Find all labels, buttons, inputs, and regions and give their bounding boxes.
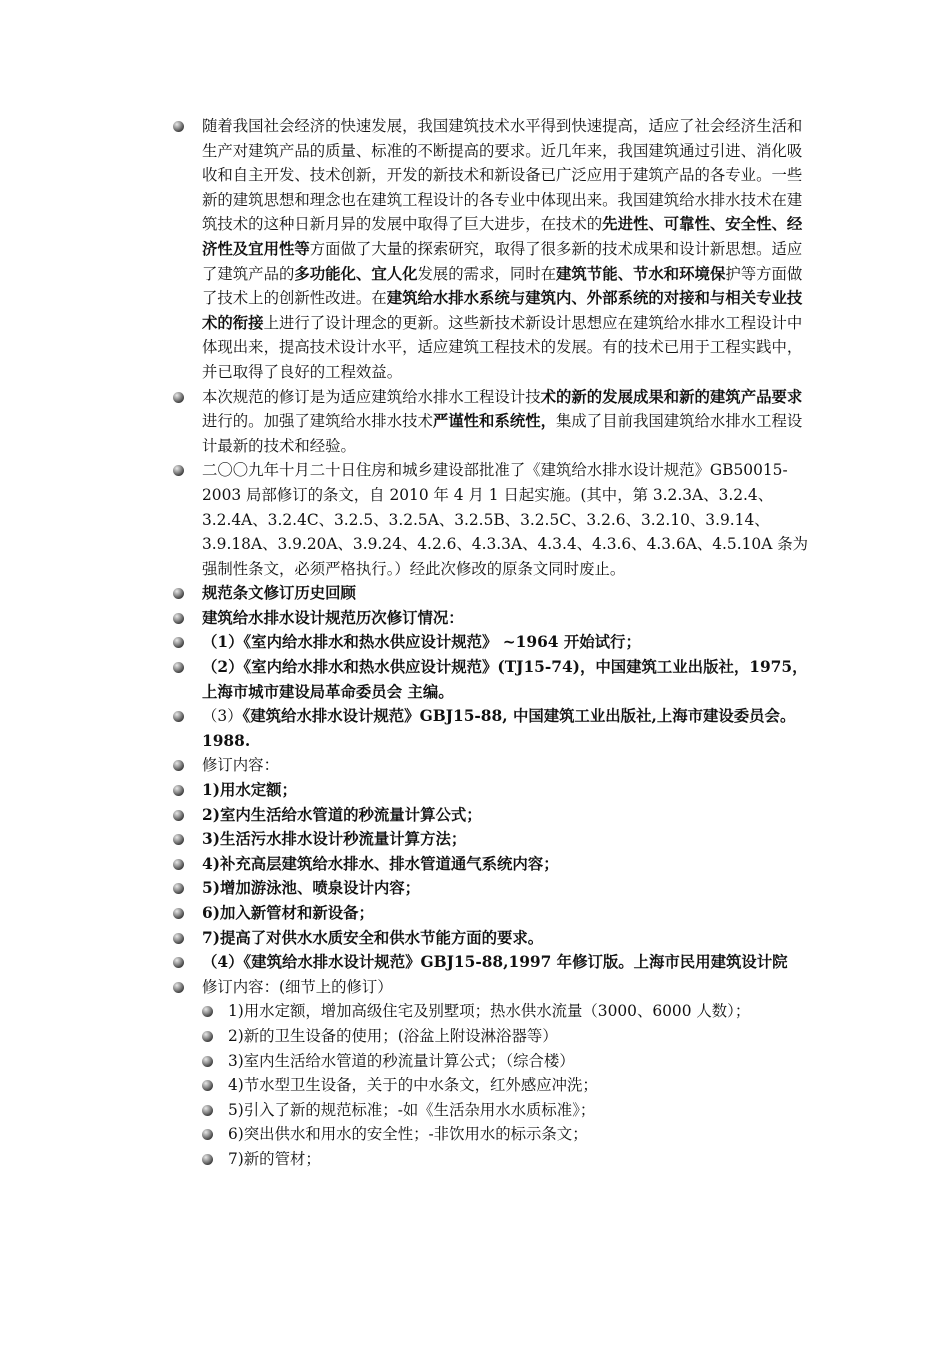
list-item [170, 458, 810, 581]
bullet-icon [173, 883, 184, 894]
list-item [170, 655, 810, 704]
paragraph-text: 集成了目前我国建筑给水排水工程设计最新的技术和经验。 [202, 412, 803, 455]
bullet-icon [173, 810, 184, 821]
list-item [170, 827, 810, 852]
bold-text: 严谨性和系统性， [432, 412, 557, 431]
paragraph-text: 随着我国社会经济的快速发展，我国建筑技术水平得到快速提高，适应了社会经济生活和生产对建筑产品的质量、标准的不断提高的要求。近几年来，我国建筑通过引进、消化吸收和自主开发、技术创新，开发的新技术和新设备已广泛应用于建筑产品的各专业。一些新的建筑思想和理念也在建筑工程设计的各专业中体现出来。我国建筑给水排水技术在建筑技术的这种日新月异的发展中取得了巨大进步，在技术的 [202, 117, 803, 234]
sub-list [200, 999, 810, 1171]
paragraph-text: 修订内容：(细节上的修订） [202, 977, 393, 996]
section-heading: 规范条文修订历史回顾 [202, 584, 356, 603]
paragraph-text: 进行的。加强了建筑给水排水技术 [202, 412, 433, 431]
bullet-icon [173, 785, 184, 796]
sub-item-text: 3)室内生活给水管道的秒流量计算公式；（综合楼） [228, 1051, 575, 1070]
list-item [170, 975, 810, 1000]
bullet-icon [173, 957, 184, 968]
bullet-icon [173, 465, 184, 476]
list-item [170, 630, 810, 655]
list-item [170, 385, 810, 459]
revision-entry: （2）《室内给水排水和热水供应设计规范》(TJ15-74)，中国建筑工业出版社，1975，上海市城市建设局革命委员会 主编。 [202, 658, 808, 701]
revision-entry: （4）《建筑给水排水设计规范》GBJ15-88,1997 年修订版。上海市民用建筑设计院 [202, 953, 788, 972]
bullet-icon [173, 711, 184, 722]
paragraph-text: 方面做了大量的探索研究，取得了很多新的技术成果和设计新思想。适应了建筑产品的 [202, 239, 803, 283]
list-item [170, 704, 810, 753]
paragraph-text: 护等方面做了技术上的创新性改进。在 [202, 264, 803, 308]
sub-item-text: 5)引入了新的规范标准；-如《生活杂用水水质标准》； [228, 1100, 596, 1119]
revision-entry: 《建筑给水排水设计规范》GBJ15-88, 中国建筑工业出版社,上海市建设委员会。1988. [202, 707, 796, 750]
sub-list-item [200, 1098, 810, 1123]
list-item [170, 581, 810, 606]
revision-point: 7)提高了对供水水质安全和供水节能方面的要求。 [202, 928, 544, 947]
bold-text: 建筑给水排水系统与建筑内、外部系统的对接和与相关专业技术的衔接 [202, 289, 803, 332]
paragraph-text: 修订内容： [202, 756, 279, 775]
bullet-icon [173, 982, 184, 993]
bullet-icon [173, 588, 184, 599]
bullet-icon [202, 1006, 213, 1017]
bullet-list [170, 114, 810, 1172]
bullet-icon [173, 662, 184, 673]
bullet-icon [173, 760, 184, 771]
bullet-icon [173, 613, 184, 624]
bullet-icon [202, 1154, 213, 1165]
list-item [170, 778, 810, 803]
list-item [170, 950, 810, 975]
revision-point: 4)补充高层建筑给水排水、排水管道通气系统内容； [202, 854, 559, 873]
sub-item-text: 1)用水定额，增加高级住宅及别墅项；热水供水流量（3000、6000 人数）； [228, 1002, 751, 1021]
section-heading: 建筑给水排水设计规范历次修订情况： [202, 608, 464, 627]
list-item [170, 852, 810, 877]
bullet-icon [173, 834, 184, 845]
paragraph-text: 本次规范的修订是为适应建筑给水排水工程设计技 [202, 387, 541, 406]
sub-list-container [170, 999, 810, 1171]
bold-text: 先进性、可靠性、安全性、经济性及宜用性等 [202, 215, 803, 258]
list-item [170, 803, 810, 828]
bullet-icon [202, 1056, 213, 1067]
list-item [170, 753, 810, 778]
sub-item-text: 4)节水型卫生设备，关于的中水条文，红外感应冲洗； [228, 1076, 598, 1095]
list-item [170, 876, 810, 901]
bullet-icon [173, 121, 184, 132]
list-item [170, 926, 810, 951]
sub-list-item [200, 1122, 810, 1147]
list-item [170, 901, 810, 926]
list-item [170, 606, 810, 631]
revision-entry: （1）《室内给水排水和热水供应设计规范》 ~1964 开始试行； [202, 633, 641, 652]
bold-text: 术的新的发展成果和新的建筑产品要求 [540, 387, 803, 406]
sub-list-item [200, 1073, 810, 1098]
paragraph-text: 二〇〇九年十月二十日住房和城乡建设部批准了《建筑给水排水设计规范》GB50015-2003 局部修订的条文，自 2010 年 4 月 1 日起实施。(其中，第 3.2.3A、3.2.4、3.2.4A、3.2.4C、3.2.5、3.2.5A、3.2.5B、3.2.5C、3.2.6、3.2.10、3.9.14、3.9.18A、3.9.20A、3.9.24、4.2.6、4.3.3A、4.3.4、4.3.6、4.3.6A、4.5.10A 条为强制性条文，必须严格执行。）经此次修改的原条文同时废止。 [202, 461, 808, 578]
bullet-icon [173, 392, 184, 403]
sub-list-item [200, 999, 810, 1024]
bullet-icon [173, 859, 184, 870]
list-item [170, 114, 810, 385]
bullet-icon [202, 1105, 213, 1116]
bullet-icon [173, 933, 184, 944]
bullet-icon [202, 1031, 213, 1042]
revision-entry-prefix: （3） [202, 707, 243, 726]
revision-point: 5)增加游泳池、喷泉设计内容； [202, 879, 421, 898]
bold-text: 建筑节能、节水和环境保 [556, 264, 726, 283]
paragraph-text: 发展的需求，同时在 [417, 264, 557, 283]
sub-item-text: 2)新的卫生设备的使用；(浴盆上附设淋浴器等） [228, 1026, 558, 1045]
sub-item-text: 7)新的管材； [228, 1149, 321, 1168]
bold-text: 多功能化、宜人化 [294, 264, 418, 283]
revision-point: 3)生活污水排水设计秒流量计算方法； [202, 830, 467, 849]
sub-list-item [200, 1024, 810, 1049]
bullet-icon [202, 1080, 213, 1091]
bullet-icon [173, 908, 184, 919]
sub-list-item [200, 1049, 810, 1074]
paragraph-text: 上进行了设计理念的更新。这些新技术新设计思想应在建筑给水排水工程设计中体现出来，提高技术设计水平，适应建筑工程技术的发展。有的技术已用于工程实践中，并已取得了良好的工程效益。 [202, 313, 803, 381]
revision-point: 6)加入新管材和新设备； [202, 904, 374, 922]
revision-point: 2)室内生活给水管道的秒流量计算公式； [202, 805, 482, 824]
sub-list-item [200, 1147, 810, 1172]
sub-item-text: 6)突出供水和用水的安全性；-非饮用水的标示条文； [228, 1125, 588, 1144]
bullet-icon [202, 1129, 213, 1140]
revision-point: 1)用水定额； [202, 781, 297, 800]
bullet-icon [173, 637, 184, 648]
